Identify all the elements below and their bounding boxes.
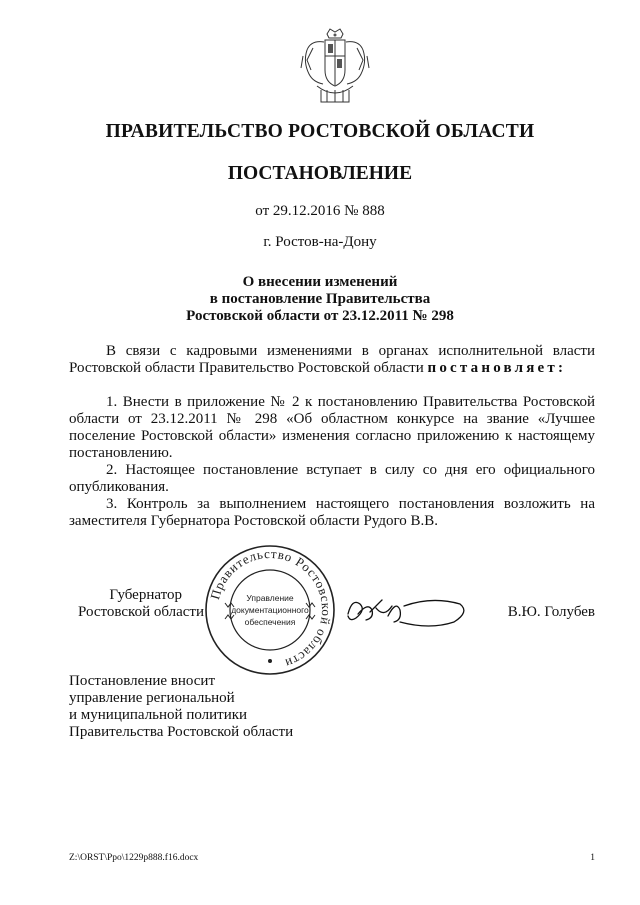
- signatory-position: [69, 587, 204, 621]
- subject-line-2: в постановление Правительства: [209, 291, 431, 307]
- government-title: ПРАВИТЕЛЬСТВО РОСТОВСКОЙ ОБЛАСТИ: [105, 121, 535, 142]
- document-type: ПОСТАНОВЛЕНИЕ: [227, 163, 413, 184]
- item-3-text: 3. Контроль за выполнением настоящего постановления возложить на заместителя Губернатора Ростовской области Рудого В.В.: [69, 496, 595, 529]
- stamp-ring-text: Правительство Ростовской области: [207, 545, 335, 672]
- item-2-paragraph: [69, 462, 595, 496]
- document-subject: [0, 274, 640, 325]
- position-line-2: Ростовской области: [78, 604, 204, 620]
- submitted-line-4: Правительства Ростовской области: [69, 724, 294, 740]
- position-line-1: Губернатор: [109, 587, 182, 603]
- submitted-line-3: и муниципальной политики: [69, 707, 248, 723]
- page-number: 1: [590, 853, 595, 863]
- stamp-inner-line-1: Управление: [246, 593, 294, 603]
- date-number: от 29.12.2016 № 888: [255, 203, 385, 219]
- subject-line-3: Ростовской области от 23.12.2011 № 298: [186, 308, 454, 324]
- submitted-line-1: Постановление вносит: [69, 673, 216, 689]
- subject-line-1: О внесении изменений: [242, 274, 398, 290]
- submitted-line-2: управление региональной: [69, 690, 235, 706]
- file-path: Z:\ORST\Ppo\1229p888.f16.docx: [69, 853, 199, 863]
- item-1-paragraph: [69, 394, 595, 462]
- decree-word: постановляет:: [427, 360, 567, 376]
- item-3-paragraph: [69, 496, 595, 530]
- submitted-by: [69, 673, 293, 741]
- official-stamp: [203, 543, 337, 677]
- preamble-paragraph: [69, 343, 595, 377]
- signatory-name: В.Ю. Голубев: [507, 604, 595, 620]
- coat-of-arms-icon: [297, 26, 373, 108]
- handwritten-signature: [342, 592, 470, 634]
- item-1-text: 1. Внести в приложение № 2 к постановлению Правительства Ростовской области от 23.12.2011 № 298 «Об областном конкурсе на звание «Лучшее поселение Ростовской области» изменения согласно приложению к настоящему постановлению.: [69, 394, 595, 461]
- item-2-text: 2. Настоящее постановление вступает в силу со дня его официального опубликования.: [69, 462, 595, 495]
- stamp-inner-line-3: обеспечения: [244, 617, 296, 627]
- stamp-inner-line-2: документационного: [231, 605, 309, 615]
- preamble-text: В связи с кадровыми изменениями в органах исполнительной власти Ростовской области Правительство Ростовской области: [69, 343, 595, 376]
- city: г. Ростов-на-Дону: [263, 234, 377, 250]
